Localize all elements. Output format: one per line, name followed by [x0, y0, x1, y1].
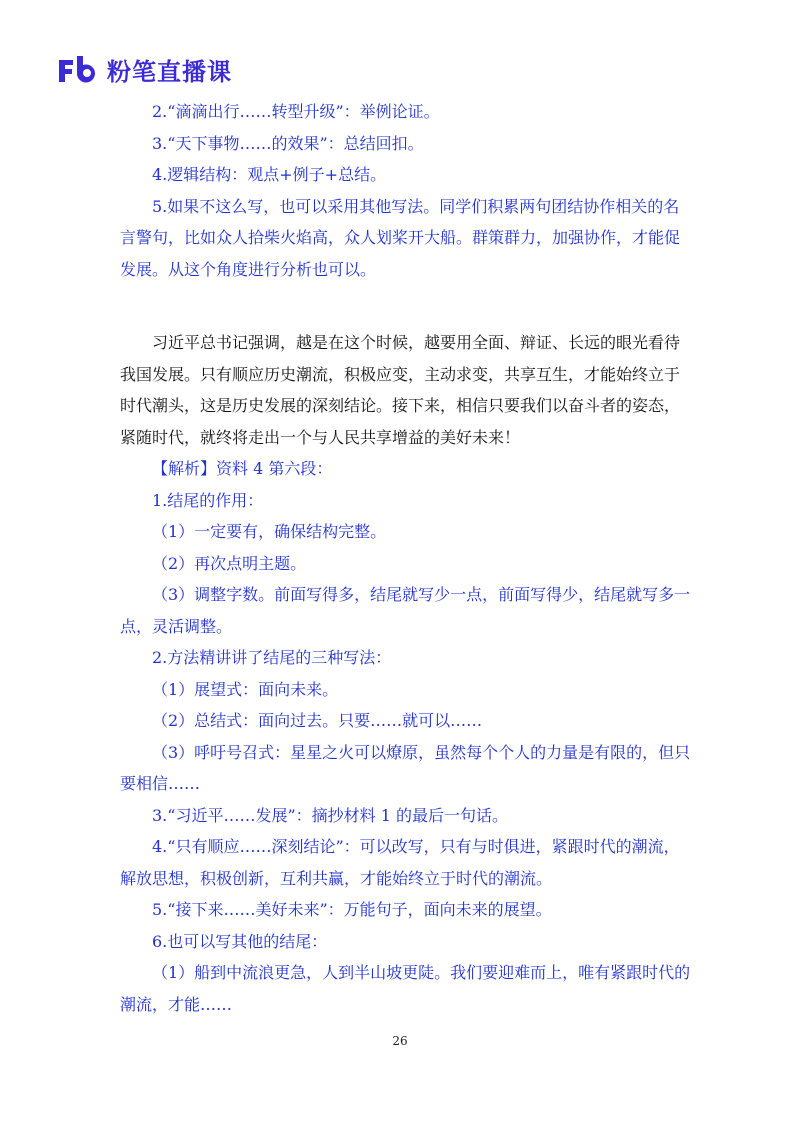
analysis-item: （1）船到中流浪更急，人到半山坡更陡。我们要迎难而上，唯有紧跟时代的潮流，才能…… — [120, 963, 691, 1014]
analysis-source: 资料 4 第六段： — [216, 459, 333, 478]
fenbi-fb-logo-icon — [57, 54, 99, 84]
analysis-item: 5.“接下来……美好未来”：万能句子，面向未来的展望。 — [152, 900, 552, 919]
analysis-heading — [120, 453, 695, 485]
annotation-line: 5.如果不这么写，也可以采用其他写法。同学们积累两句团结协作相关的名言警句，比如众人拾柴火焰高，众人划桨开大船。群策群力，加强协作，才能促发展。从这个角度进行分析也可以。 — [120, 196, 681, 279]
analysis-tag: 【解析】 — [152, 459, 217, 478]
spacer — [120, 285, 695, 327]
annotation-line: 3.“天下事物……的效果”：总结回扣。 — [152, 133, 424, 153]
analysis-item: （3）调整字数。前面写得多，结尾就写少一点，前面写得少，结尾就写多一点，灵活调整。 — [120, 585, 691, 636]
annotation-line: 4.逻辑结构：观点+例子+总结。 — [152, 165, 387, 184]
analysis-item: 2.方法精讲讲了结尾的三种写法： — [152, 648, 392, 667]
analysis-item: （2）再次点明主题。 — [152, 553, 307, 573]
analysis-item: （1）展望式：面向未来。 — [152, 679, 339, 699]
analysis-item: （2）总结式：面向过去。只要……就可以…… — [152, 711, 483, 730]
logo-text: 粉笔直播课 — [107, 57, 232, 86]
page-number: 26 — [392, 1034, 408, 1048]
header-logo — [57, 52, 232, 86]
analysis-item: （3）呼吁号召式：星星之火可以燎原，虽然每个个人的力量是有限的，但只要相信…… — [120, 742, 691, 793]
document-body — [120, 96, 695, 1020]
analysis-item: 4.“只有顺应……深刻结论”：可以改写，只有与时俱进，紧跟时代的潮流，解放思想，积极创新，互利共赢，才能始终立于时代的潮流。 — [120, 837, 680, 888]
analysis-item: 1.结尾的作用： — [152, 490, 264, 510]
analysis-item: 6.也可以写其他的结尾： — [152, 931, 328, 951]
analysis-item: （1）一定要有，确保结构完整。 — [152, 522, 387, 541]
annotation-line: 2.“滴滴出行……转型升级”：举例论证。 — [152, 102, 440, 121]
essay-paragraph: 习近平总书记强调，越是在这个时候，越要用全面、辩证、长远的眼光看待我国发展。只有顺应历史潮流，积极应变，主动求变，共享互生，才能始终立于时代潮头，这是历史发展的深刻结论。接下来，相信只要我们以奋斗者的姿态，紧随时代，就终将走出一个与人民共享增益的美好未来！ — [120, 333, 681, 447]
analysis-item: 3.“习近平……发展”：摘抄材料 1 的最后一句话。 — [152, 805, 508, 825]
